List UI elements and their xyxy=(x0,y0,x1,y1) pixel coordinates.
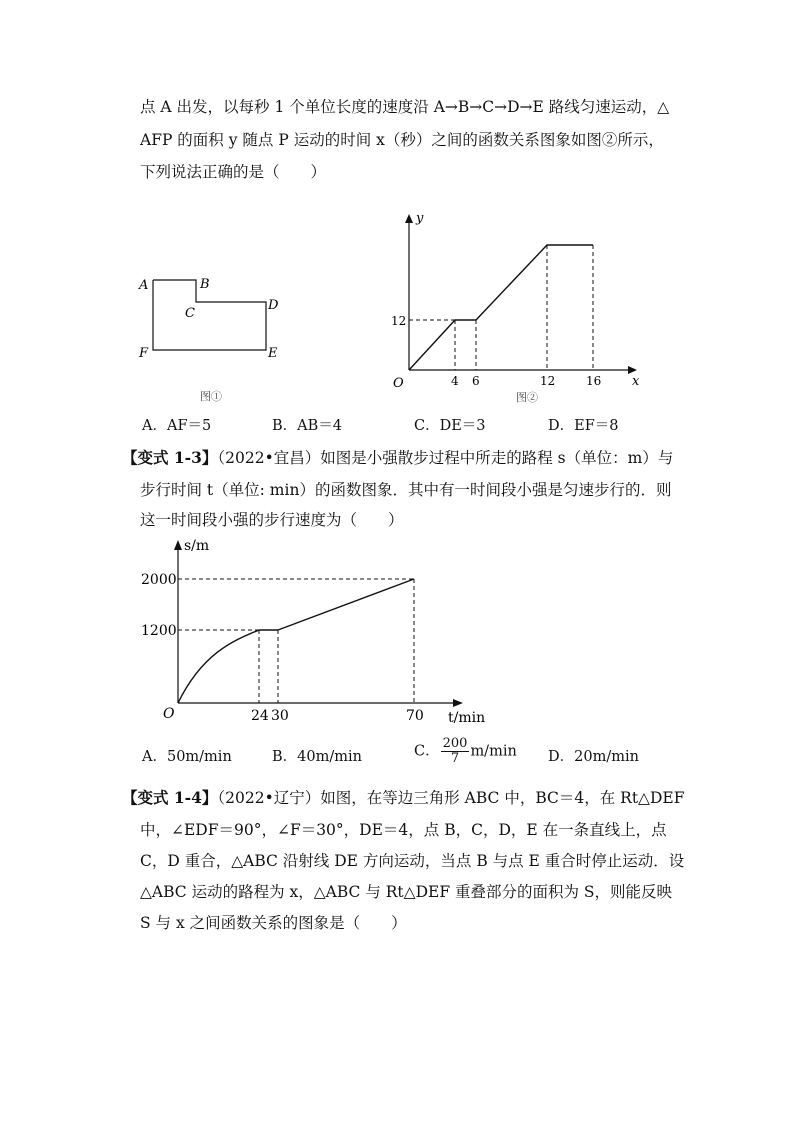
q1-option-b[interactable]: B．AB＝4 xyxy=(272,418,343,434)
q2-x-tick-70: 70 xyxy=(406,708,424,724)
q3-line-1 xyxy=(122,786,684,808)
q1-line-3: 下列说法正确的是（ ） xyxy=(140,163,327,181)
q2-tag: 【变式 1-3】 xyxy=(122,448,218,467)
q2-y-label: s/m xyxy=(184,538,210,554)
fig2-x-tick-4: 4 xyxy=(451,374,459,388)
fig2-graph-line xyxy=(409,245,593,370)
figure-2-caption: 图② xyxy=(516,391,538,404)
q2-line-1 xyxy=(122,446,673,468)
q2-option-c-fraction xyxy=(441,737,470,766)
fig2-x-label: x xyxy=(632,374,640,389)
q2-option-b[interactable]: B．40m/min xyxy=(272,749,362,765)
q2-origin: O xyxy=(163,706,175,722)
label-D: D xyxy=(268,298,279,313)
q2-x-label: t/min xyxy=(448,710,486,726)
figure-1 xyxy=(130,262,300,412)
figure-1-caption: 图① xyxy=(200,390,222,403)
q2-option-d[interactable]: D．20m/min xyxy=(548,749,639,765)
q3-line-2: 中，∠EDF＝90°，∠F＝30°，DE＝4，点 B，C，D，E 在一条直线上，点 xyxy=(140,821,667,839)
q2-option-c-numerator: 200 xyxy=(442,736,468,751)
q3-line-4: △ABC 运动的路程为 x，△ABC 与 Rt△DEF 重叠部分的面积为 S，则能反映 xyxy=(140,883,673,901)
q1-line-2: AFP 的面积 y 随点 P 运动的时间 x（秒）之间的函数关系图象如图②所示， xyxy=(140,131,664,149)
q3-line-5: S 与 x 之间函数关系的图象是（ ） xyxy=(140,914,407,932)
fig2-y-tick-12: 12 xyxy=(391,314,407,328)
q2-option-c-prefix: C． xyxy=(414,743,440,760)
q2-line-1-text: （2022•宜昌）如图是小强散步过程中所走的路程 s（单位：m）与 xyxy=(217,449,674,467)
fig2-x-tick-6: 6 xyxy=(472,374,480,388)
label-C: C xyxy=(185,306,195,321)
q3-line-1-text: （2022•辽宁）如图，在等边三角形 ABC 中，BC＝4，在 Rt△DEF xyxy=(217,789,685,807)
q1-option-c[interactable]: C．DE＝3 xyxy=(414,418,486,434)
fig2-y-label: y xyxy=(416,211,424,226)
q2-chart xyxy=(135,532,495,732)
label-B: B xyxy=(200,277,210,292)
q2-option-c[interactable] xyxy=(414,737,517,766)
q2-option-c-suffix: m/min xyxy=(470,743,517,760)
fig2-x-tick-16: 16 xyxy=(586,374,602,388)
label-F: F xyxy=(139,346,149,361)
q1-option-a[interactable]: A．AF＝5 xyxy=(142,418,212,434)
q2-line-3: 这一时间段小强的步行速度为（ ） xyxy=(140,511,404,529)
q2-y-tick-1200: 1200 xyxy=(141,623,177,639)
q3-tag: 【变式 1-4】 xyxy=(122,788,218,807)
q1-option-d[interactable]: D．EF＝8 xyxy=(548,418,619,434)
q1-line-1: 点 A 出发，以每秒 1 个单位长度的速度沿 A→B→C→D→E 路线匀速运动，△ xyxy=(140,98,670,116)
q3-line-3: C，D 重合，△ABC 沿射线 DE 方向运动，当点 B 与点 E 重合时停止运动．设 xyxy=(140,852,685,870)
q2-x-tick-30: 30 xyxy=(271,708,289,724)
fig2-x-tick-12: 12 xyxy=(540,374,556,388)
q2-option-c-denominator: 7 xyxy=(450,751,460,766)
q2-curve xyxy=(178,630,259,703)
fig2-origin: O xyxy=(393,376,404,391)
q2-option-a[interactable]: A．50m/min xyxy=(142,749,232,765)
figure-2 xyxy=(385,205,650,405)
label-A: A xyxy=(139,278,149,293)
q2-y-tick-2000: 2000 xyxy=(141,572,177,588)
label-E: E xyxy=(268,346,278,361)
q2-x-tick-24: 24 xyxy=(251,708,269,724)
q2-line-2: 步行时间 t（单位: min）的函数图象．其中有一时间段小强是匀速步行的．则 xyxy=(140,481,672,499)
